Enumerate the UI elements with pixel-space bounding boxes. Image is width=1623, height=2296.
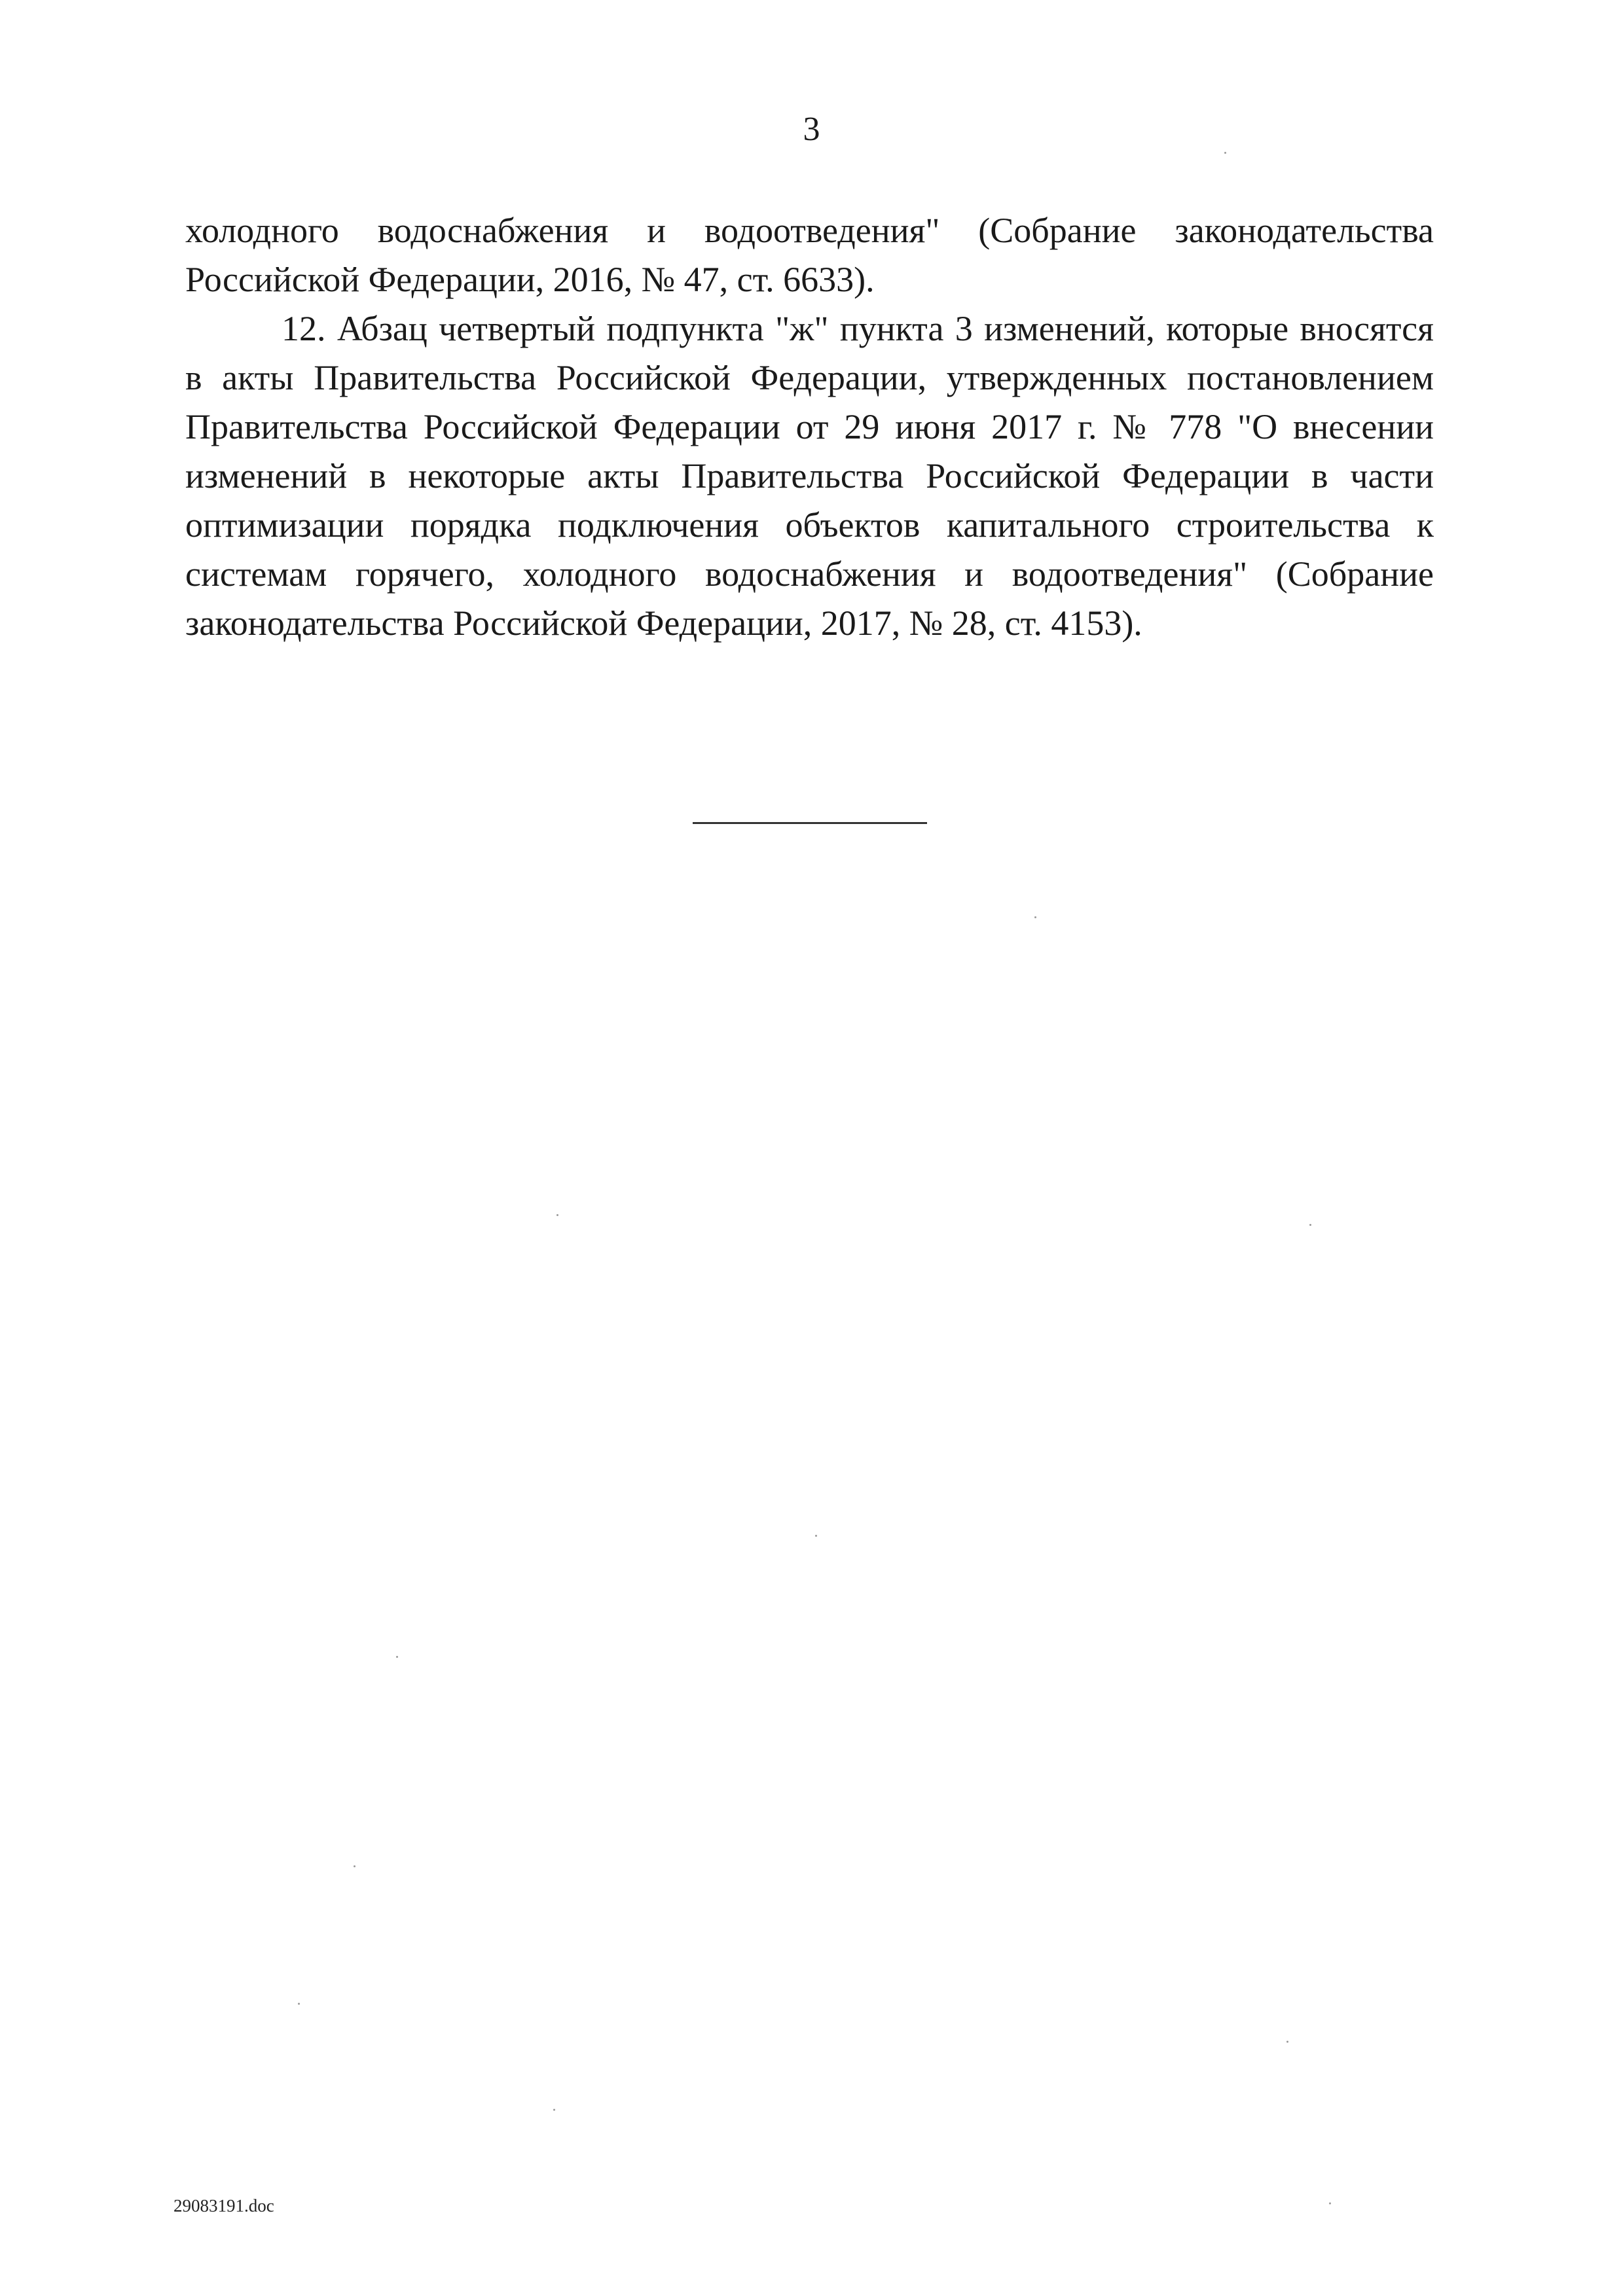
footer-file-name: 29083191.doc <box>173 2196 274 2215</box>
scan-speck <box>1224 152 1226 154</box>
paragraph-item-12: 12. Абзац четвертый подпункта "ж" пункта 3 изменений, которые вносятся в акты Правительства Российской Федерации, утвержденных постановлением Правительства Российской Федерации от 29 июня 2017 г. № 778 "О внесении изменений в некоторые акты Правительства Российской Федерации в части оптимизации порядка подключения объектов капитального строительства к системам горячего, холодного водоснабжения и водоотведения" (Собрание законодательства Российской Федерации, 2017, № 28, ст. 4153). <box>185 309 1434 643</box>
scan-speck <box>815 1535 817 1537</box>
scan-speck <box>1034 916 1036 918</box>
paragraph-continuation: холодного водоснабжения и водоотведения" (Собрание законодательства Российской Федерации, 2016, № 47, ст. 6633). <box>185 211 1434 299</box>
scan-speck <box>553 2109 555 2111</box>
scan-speck <box>298 2003 300 2005</box>
end-of-text-rule <box>693 822 927 824</box>
document-body <box>185 206 1434 648</box>
scan-speck <box>556 1214 558 1216</box>
scan-speck <box>1286 2041 1288 2043</box>
page-number: 3 <box>803 111 820 148</box>
scan-speck <box>1329 2202 1331 2204</box>
scan-speck <box>1309 1224 1311 1226</box>
scan-speck <box>354 1865 356 1867</box>
scan-speck <box>396 1656 398 1658</box>
